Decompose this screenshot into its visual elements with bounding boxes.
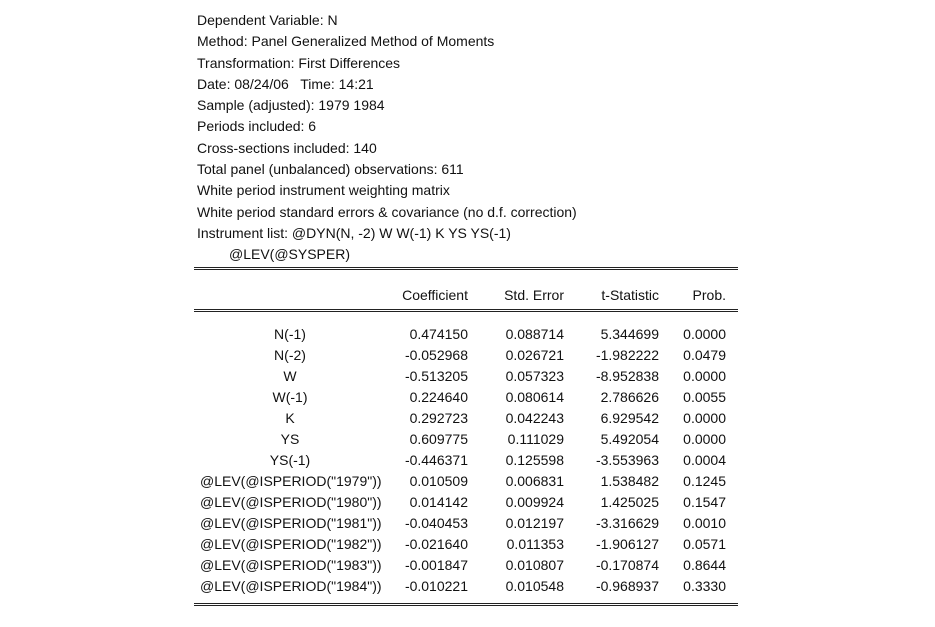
header-double-rule — [194, 309, 738, 312]
t-statistic-value: -0.170874 — [595, 557, 659, 573]
table-row — [194, 534, 738, 555]
std-error-value: 0.012197 — [505, 515, 564, 531]
table-row — [194, 450, 738, 471]
table-row — [194, 429, 738, 450]
transformation: Transformation: First Differences — [197, 54, 401, 71]
date-time: Date: 08/24/06 Time: 14:21 — [197, 75, 374, 92]
variable-name: K — [285, 410, 295, 426]
prob-value: 0.0000 — [683, 368, 726, 384]
std-error-value: 0.006831 — [505, 473, 564, 489]
std-error-value: 0.011353 — [506, 536, 564, 552]
std-error-value: 0.009924 — [505, 494, 564, 510]
coefficient-value: 0.609775 — [409, 431, 468, 447]
table-row — [194, 345, 738, 366]
column-header-coefficient: Coefficient — [402, 287, 468, 303]
std-error-value: 0.010548 — [505, 578, 564, 594]
prob-value: 0.0571 — [683, 536, 726, 552]
t-statistic-value: 1.538482 — [600, 473, 659, 489]
coefficient-value: -0.040453 — [404, 515, 468, 531]
column-header-prob: Prob. — [692, 287, 726, 303]
t-statistic-value: 5.492054 — [600, 431, 659, 447]
coefficient-value: 0.292723 — [409, 410, 468, 426]
t-statistic-value: -3.316629 — [595, 515, 659, 531]
table-top-double-rule — [194, 267, 738, 270]
variable-name: @LEV(@ISPERIOD("1979")) — [200, 473, 382, 489]
prob-value: 0.1547 — [683, 494, 726, 510]
standard-errors: White period standard errors & covariance (no d.f. correction) — [197, 203, 577, 220]
coefficient-value: 0.474150 — [409, 326, 468, 342]
weighting-matrix: White period instrument weighting matrix — [197, 182, 450, 199]
std-error-value: 0.010807 — [505, 557, 564, 573]
variable-name: W — [283, 368, 297, 384]
estimation-header — [197, 10, 757, 266]
table-row — [194, 471, 738, 492]
method: Method: Panel Generalized Method of Moments — [197, 33, 495, 50]
std-error-value: 0.080614 — [505, 389, 564, 405]
table-row — [194, 387, 738, 408]
table-row — [194, 324, 738, 345]
dependent-variable: Dependent Variable: N — [197, 12, 338, 28]
t-statistic-value: -1.906127 — [595, 536, 659, 552]
coefficient-value: -0.513205 — [404, 368, 468, 384]
cross-sections-included: Cross-sections included: 140 — [197, 139, 377, 156]
prob-value: 0.0000 — [683, 410, 726, 426]
periods-included: Periods included: 6 — [197, 118, 317, 135]
table-row — [194, 555, 738, 576]
variable-name: @LEV(@ISPERIOD("1983")) — [200, 557, 382, 573]
variable-name: @LEV(@ISPERIOD("1980")) — [200, 494, 382, 510]
variable-name: YS(-1) — [269, 452, 311, 468]
prob-value: 0.0000 — [683, 431, 726, 447]
coefficient-value: -0.010221 — [404, 578, 468, 594]
t-statistic-value: -8.952838 — [595, 368, 659, 384]
std-error-value: 0.125598 — [505, 452, 564, 468]
prob-value: 0.0479 — [683, 347, 726, 363]
table-row — [194, 576, 738, 597]
variable-name: @LEV(@ISPERIOD("1984")) — [200, 578, 382, 594]
std-error-value: 0.042243 — [505, 410, 564, 426]
table-row — [194, 408, 738, 429]
coefficient-value: -0.052968 — [404, 347, 468, 363]
variable-name: N(-2) — [274, 347, 306, 363]
t-statistic-value: 1.425025 — [600, 494, 659, 510]
t-statistic-value: -3.553963 — [595, 452, 659, 468]
std-error-value: 0.057323 — [505, 368, 564, 384]
prob-value: 0.3330 — [683, 578, 726, 594]
t-statistic-value: 2.786626 — [600, 389, 659, 405]
coefficient-value: -0.446371 — [404, 452, 468, 468]
variable-name: W(-1) — [272, 389, 308, 405]
prob-value: 0.0010 — [683, 515, 726, 531]
total-observations: Total panel (unbalanced) observations: 611 — [197, 161, 464, 178]
coefficient-value: -0.021640 — [404, 536, 468, 552]
t-statistic-value: -0.968937 — [595, 578, 659, 594]
prob-value: 0.0055 — [683, 389, 726, 405]
std-error-value: 0.088714 — [505, 326, 564, 342]
sample: Sample (adjusted): 1979 1984 — [197, 97, 385, 114]
variable-name: @LEV(@ISPERIOD("1982")) — [200, 536, 382, 552]
coefficient-value: 0.224640 — [409, 389, 468, 405]
prob-value: 0.1245 — [683, 473, 726, 489]
column-header-std-error: Std. Error — [504, 287, 564, 303]
variable-name: @LEV(@ISPERIOD("1981")) — [200, 515, 382, 531]
prob-value: 0.8644 — [683, 557, 726, 573]
t-statistic-value: -1.982222 — [595, 347, 659, 363]
coefficient-table — [194, 324, 738, 597]
variable-name: N(-1) — [274, 326, 306, 342]
table-bottom-double-rule — [194, 603, 738, 606]
variable-name: YS — [280, 431, 300, 447]
table-row — [194, 492, 738, 513]
prob-value: 0.0004 — [683, 452, 726, 468]
t-statistic-value: 6.929542 — [600, 410, 659, 426]
coefficient-value: -0.001847 — [404, 557, 468, 573]
t-statistic-value: 5.344699 — [600, 326, 659, 342]
instrument-list: Instrument list: @DYN(N, -2) W W(-1) K YS YS(-1) — [197, 224, 511, 241]
column-header-row — [194, 284, 738, 306]
column-header-t-statistic: t-Statistic — [601, 287, 659, 303]
std-error-value: 0.111029 — [507, 431, 564, 447]
table-row — [194, 366, 738, 387]
instrument-list-continued: @LEV(@SYSPER) — [229, 246, 351, 263]
table-row — [194, 513, 738, 534]
std-error-value: 0.026721 — [505, 347, 564, 363]
coefficient-value: 0.010509 — [409, 473, 468, 489]
prob-value: 0.0000 — [683, 326, 726, 342]
coefficient-value: 0.014142 — [409, 494, 468, 510]
